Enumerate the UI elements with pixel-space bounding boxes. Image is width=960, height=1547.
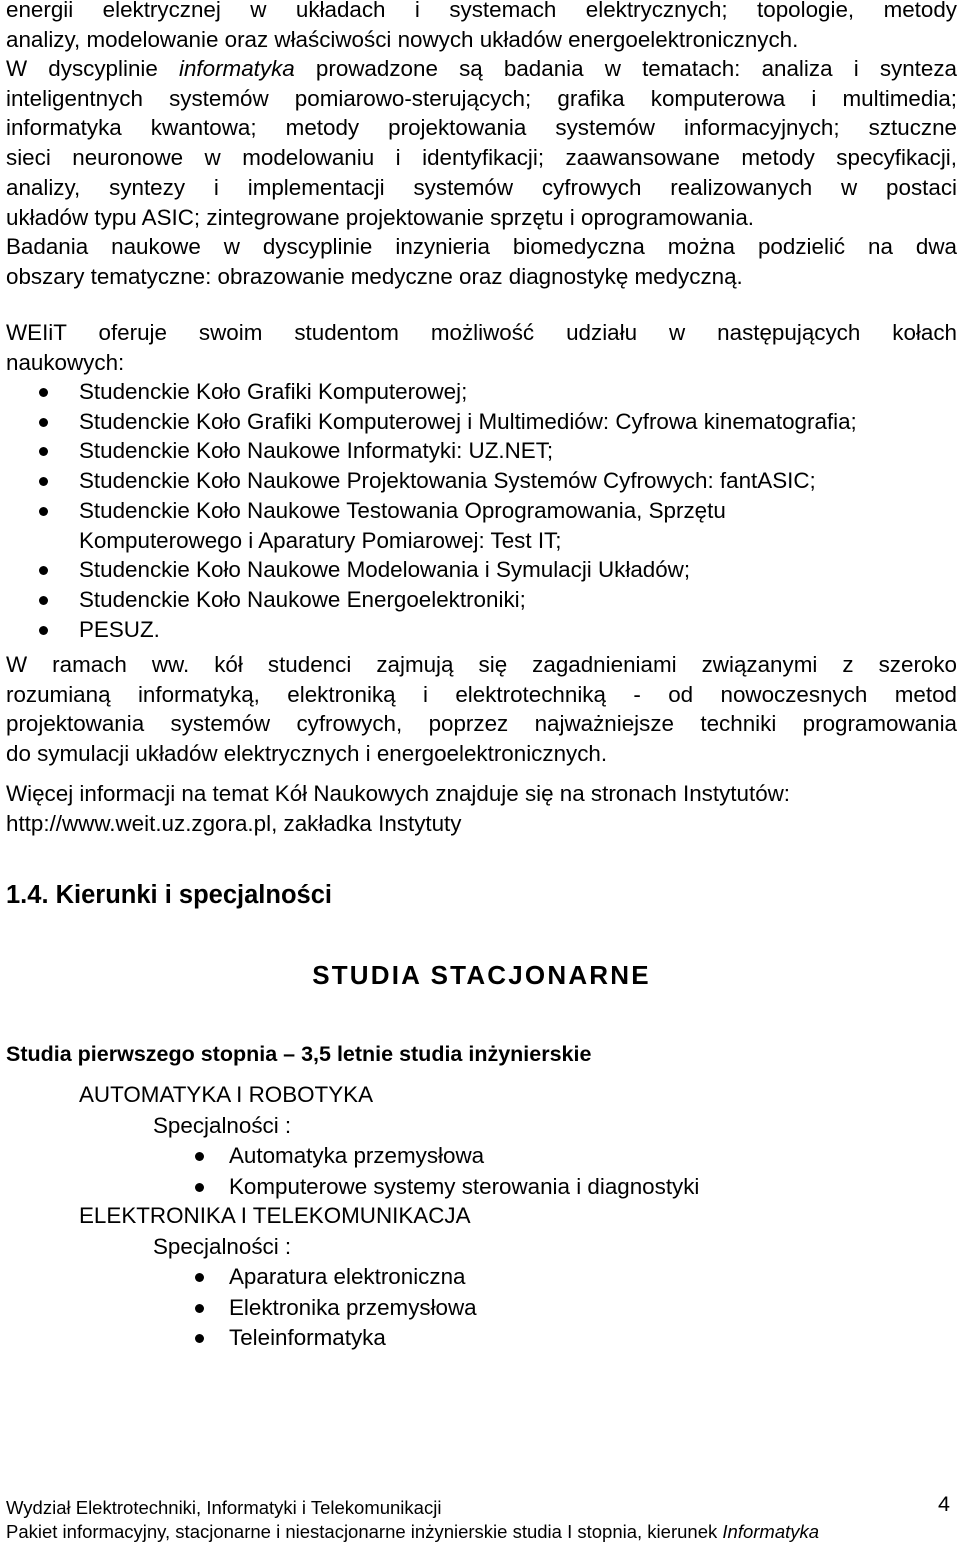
emphasis-text: informatyka [179,56,295,81]
list-item: Studenckie Koło Naukowe Energoelektroniki; [6,585,957,615]
list-item: Studenckie Koło Naukowe Projektowania Systemów Cyfrowych: fantASIC; [6,466,957,496]
section-heading: 1.4. Kierunki i specjalności [6,881,332,909]
list-item-continuation: Komputerowego i Aparatury Pomiarowej: Test IT; [79,527,562,553]
specjalnosci-list [6,1141,957,1202]
text-line: obszary tematyczne: obrazowanie medyczne oraz diagnostykę medyczną. [6,263,743,289]
list-item: Studenckie Koło Naukowe Informatyki: UZ.NET; [6,436,957,466]
studia-stacjonarne-heading: STUDIA STACJONARNE [312,960,651,990]
specjalnosci-label: Specjalności : [153,1233,292,1259]
degree-heading: Studia pierwszego stopnia – 3,5 letnie studia inżynierskie [6,1042,592,1066]
kola-naukowe-list [6,377,957,644]
text-span: W dyscyplinie [6,56,179,81]
footer-pakiet [6,1521,950,1543]
list-item: Studenckie Koło Naukowe Testowania Oprogramowania, Sprzętu [6,496,957,526]
list-item: Elektronika przemysłowa [6,1293,957,1324]
paragraph-kola-zakres [6,650,957,769]
specjalnosci-list [6,1262,957,1354]
list-item: Teleinformatyka [6,1323,957,1354]
list-item: Automatyka przemysłowa [6,1141,957,1172]
list-item: Aparatura elektroniczna [6,1262,957,1293]
text-line: analizy, syntezy i implementacji systemów cyfrowych realizowanych w postaci [6,174,957,200]
paragraph-informatyka [6,54,957,232]
kierunek-name: AUTOMATYKA I ROBOTYKA [79,1082,374,1107]
specjalnosci-label: Specjalności : [153,1112,292,1138]
paragraph-kola-intro [6,318,957,377]
text-line: energii elektrycznej w układach i systemach elektrycznych; topologie, metody [6,0,957,22]
text-span: prowadzone są badania w tematach: analiza i synteza [294,56,957,81]
kierunek-automatyka [6,1080,957,1202]
footer-text: Pakiet informacyjny, stacjonarne i niestacjonarne inżynierskie studia I stopnia, kierunek [6,1521,723,1542]
text-line: układów typu ASIC; zintegrowane projektowanie sprzętu i oprogramowania. [6,204,755,230]
text-line: W ramach ww. kół studenci zajmują się zagadnieniami związanymi z szeroko [6,652,957,677]
paragraph-biomedyczna [6,232,957,291]
kierunek-name: ELEKTRONIKA I TELEKOMUNIKACJA [79,1203,471,1228]
list-item: Studenckie Koło Grafiki Komputerowej; [6,377,957,407]
text-line: WEIiT oferuje swoim studentom możliwość udziału w następujących kołach [6,320,957,345]
list-item: Studenckie Koło Naukowe Modelowania i Symulacji Układów; [6,555,957,585]
text-line: do symulacji układów elektrycznych i energoelektronicznych. [6,741,608,767]
text-line: naukowych: [6,349,125,375]
text-line: Więcej informacji na temat Kół Naukowych znajduje się na stronach Instytutów: [6,781,791,806]
list-item: Studenckie Koło Grafiki Komputerowej i Multimediów: Cyfrowa kinematografia; [6,407,957,437]
list-item: Komputerowe systemy sterowania i diagnostyki [6,1172,957,1203]
kierunek-elektronika [6,1201,957,1354]
footer-kierunek: Informatyka [722,1521,820,1542]
page-number: 4 [938,1492,950,1516]
text-line: informatyka kwantowa; metody projektowania systemów informacyjnych; sztuczne [6,115,957,141]
paragraph-wiecej-informacji [6,779,957,838]
paragraph-energoelektronika [6,0,957,54]
text-line: rozumianą informatyką, elektroniką i elektrotechniką - od nowoczesnych metod [6,681,957,707]
instytuty-link[interactable]: http://www.weit.uz.zgora.pl, zakładka Instytuty [6,810,462,836]
list-item: PESUZ. [6,615,957,645]
text-line: inteligentnych systemów pomiarowo-sterujących; grafika komputerowa i multimedia; [6,85,957,111]
footer-faculty: Wydział Elektrotechniki, Informatyki i Telekomunikacji [6,1497,442,1518]
text-line: analizy, modelowanie oraz właściwości nowych układów energoelektronicznych. [6,26,799,52]
text-line [6,54,957,84]
text-line: Badania naukowe w dyscyplinie inzynieria biomedyczna można podzielić na dwa [6,234,957,259]
text-line: sieci neuronowe w modelowaniu i identyfikacji; zaawansowane metody specyfikacji, [6,145,957,171]
text-line: projektowania systemów cyfrowych, poprzez najważniejsze techniki programowania [6,711,957,737]
